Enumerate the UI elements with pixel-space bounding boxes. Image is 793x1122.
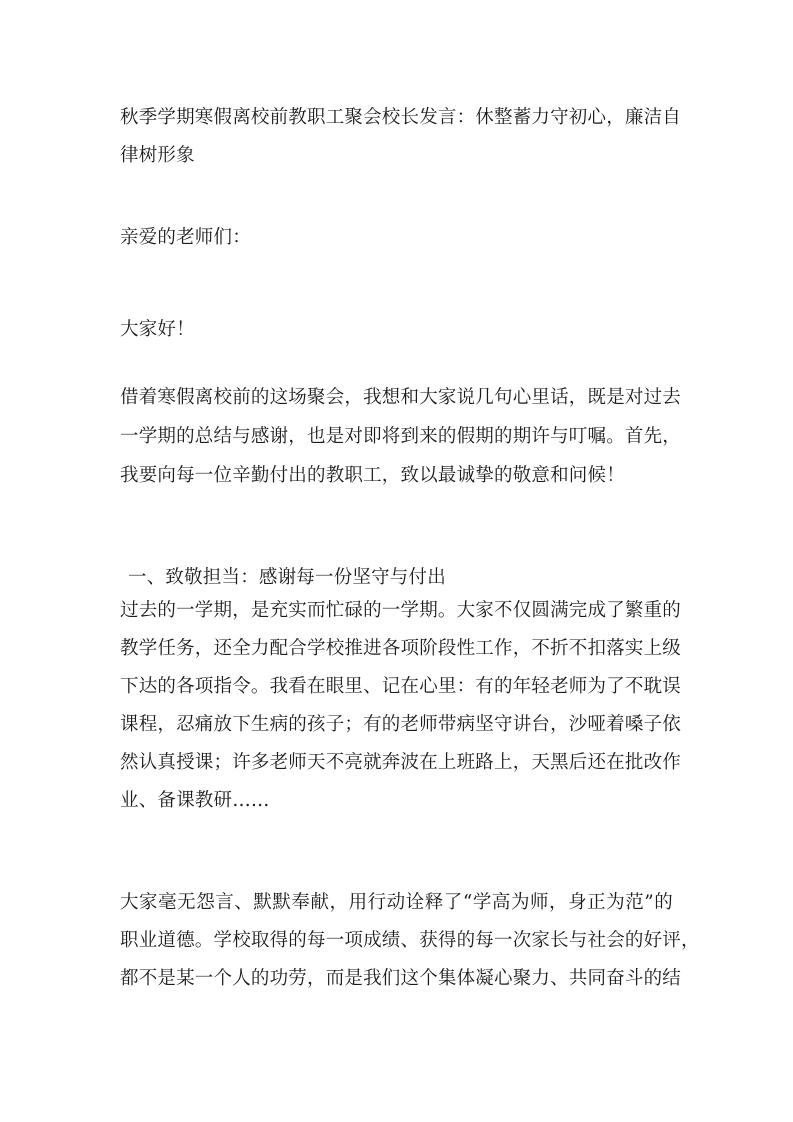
document-title-line-2: 律树形象 (120, 145, 195, 166)
salutation: 亲爱的老师们： (120, 227, 251, 248)
intro-paragraph-line-3: 我要向每一位辛勤付出的教职工，致以最诚挚的敬意和问候！ (120, 465, 625, 486)
section-paragraph-1-line-3: 下达的各项指令。我看在眼里、记在心里：有的年轻老师为了不耽误 (120, 676, 682, 697)
section-heading: 一、致敬担当：感谢每一份坚守与付出 (128, 567, 446, 588)
section-paragraph-2-line-1: 大家毫无怨言、默默奉献，用行动诠释了“学高为师，身正为范”的 (120, 892, 673, 913)
section-paragraph-1-line-5: 然认真授课；许多老师天不亮就奔波在上班路上，天黑后还在批改作 (120, 752, 682, 773)
section-paragraph-2-line-3: 都不是某一个人的功劳，而是我们这个集体凝心聚力、共同奋斗的结 (120, 968, 682, 989)
section-paragraph-2-line-2: 职业道德。学校取得的每一项成绩、获得的每一次家长与社会的好评， (120, 930, 700, 951)
section-paragraph-1-line-4: 课程，忍痛放下生病的孩子；有的老师带病坚守讲台，沙哑着嗓子依 (120, 714, 682, 735)
document-title-line-1: 秋季学期寒假离校前教职工聚会校长发言：休整蓄力守初心，廉洁自 (120, 107, 682, 128)
intro-paragraph-line-2: 一学期的总结与感谢，也是对即将到来的假期的期许与叮嘱。首先， (120, 426, 682, 447)
intro-paragraph-line-1: 借着寒假离校前的这场聚会，我想和大家说几句心里话，既是对过去 (120, 387, 682, 408)
section-paragraph-1-line-6: 业、备课教研…… (120, 790, 270, 811)
greeting: 大家好！ (120, 319, 195, 340)
section-paragraph-1-line-2: 教学任务，还全力配合学校推进各项阶段性工作，不折不扣落实上级 (120, 638, 682, 659)
section-paragraph-1-line-1: 过去的一学期，是充实而忙碌的一学期。大家不仅圆满完成了繁重的 (120, 600, 682, 621)
